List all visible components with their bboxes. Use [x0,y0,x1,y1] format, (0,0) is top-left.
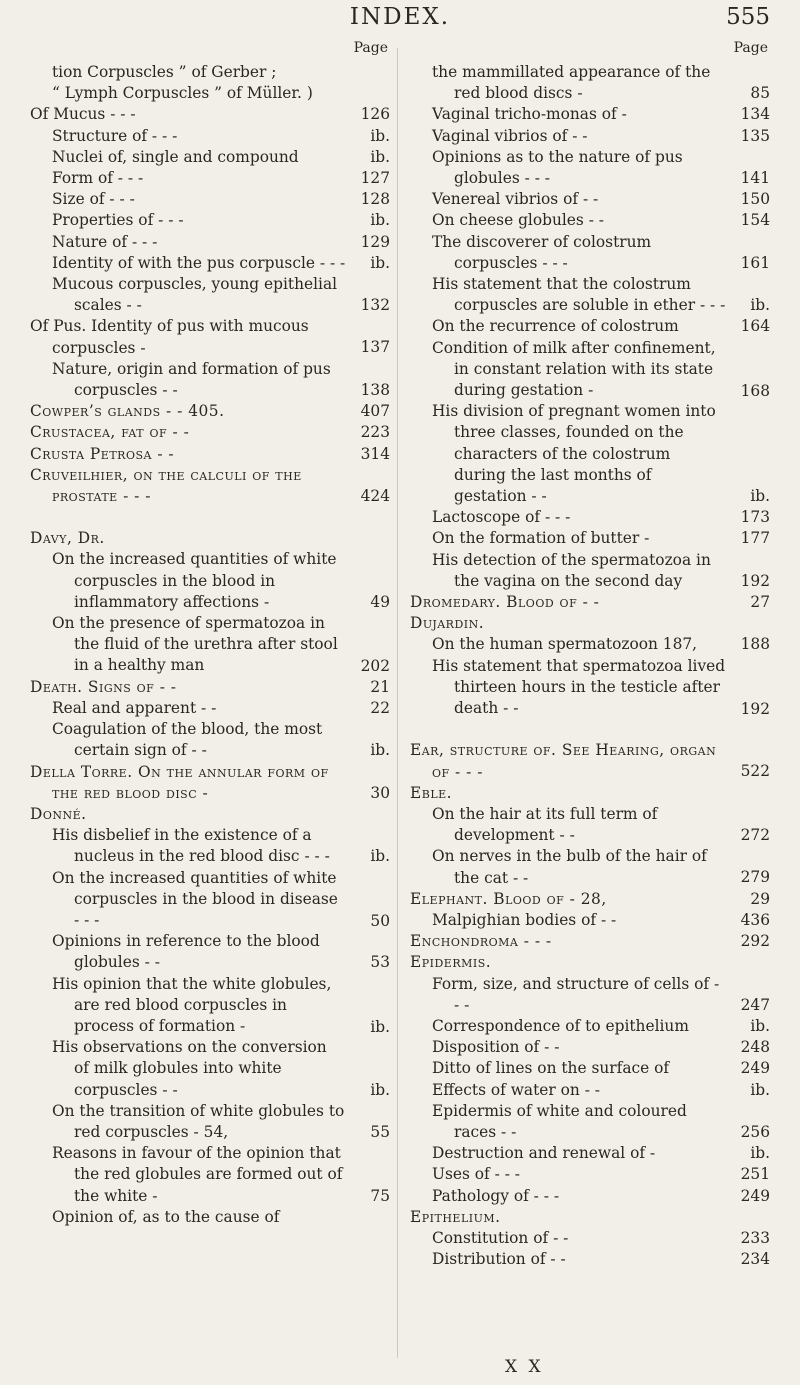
index-entry [410,189,770,210]
index-entry [30,401,390,422]
entry-text: Disposition of - - [432,1038,560,1057]
index-entry [410,316,770,337]
entry-page-ref: 168 [740,381,770,400]
entry-text: On nerves in the bulb of the hair of the cat - - [432,847,707,887]
entry-text: Epidermis of white and coloured races - - [432,1101,687,1141]
index-entry [30,613,390,677]
entry-page-ref: 192 [740,571,770,590]
entry-page-ref: 129 [360,232,390,251]
entry-text: Epithelium. [410,1207,501,1226]
entry-text: Lactoscope of - - - [432,508,571,527]
entry-page-ref: 177 [740,529,770,548]
entry-page-ref: 128 [360,190,390,209]
index-entry [410,507,770,528]
entry-page-ref: 424 [360,486,390,505]
index-entry [30,1037,390,1101]
index-entry [410,62,770,104]
index-entry [410,783,770,804]
entry-text: Properties of - - - [52,211,184,230]
entry-text: On the formation of butter - [432,529,650,548]
entry-text: tion Corpuscles ” of Gerber ; [52,63,277,81]
index-entry [410,804,770,846]
entry-page-ref: 30 [370,783,390,802]
entry-text: Nuclei of, single and compound [52,147,299,166]
entry-text: Dromedary. Blood of - - [410,593,600,612]
signature-mark: X X [505,1357,544,1377]
index-entry [410,210,770,231]
entry-gap [30,507,390,528]
entry-page-ref: ib. [370,211,390,230]
column-divider [397,48,398,1358]
index-entry [30,253,390,274]
right-column [410,40,770,1270]
entry-page-ref: ib. [370,253,390,272]
entry-text: Cowper’s glands - - 405. [30,402,225,421]
index-entry [30,698,390,719]
entry-text: Crustacea, fat of - - [30,423,190,442]
entry-text: Coagulation of the blood, the most certain sign of - - [52,720,323,760]
entry-text: Venereal vibrios of - - [432,190,599,209]
entry-text: On the presence of spermatozoa in the fluid of the urethra after stool in a healthy man [52,614,338,675]
index-entry [410,1058,770,1079]
entry-text: Size of - - - [52,190,135,209]
index-entry [30,444,390,465]
entry-page-ref: 233 [740,1228,770,1247]
entry-text: On the increased quantities of white corpuscles in the blood in inflammatory affections - [52,550,337,611]
index-entry [30,104,390,125]
page-column-label: Page [353,40,388,56]
index-entry [30,232,390,253]
index-entry [410,592,770,613]
entry-text: Ear, structure of. See Hearing, organ of - - - [410,741,717,781]
entry-page-ref: ib. [750,1144,770,1163]
index-entry [410,1016,770,1037]
page-number: 555 [726,4,770,30]
index-entry [30,868,390,932]
entry-text: Of Pus. Identity of pus with mucous corpuscles - [30,317,309,357]
index-entry [30,1207,390,1228]
entry-text: Ditto of lines on the surface of [432,1059,670,1078]
page-column-label: Page [733,40,768,56]
entry-page-ref: 249 [740,1059,770,1078]
index-entry [410,1249,770,1270]
index-entry [410,1037,770,1058]
entry-text: Elephant. Blood of - 28, [410,889,607,908]
entry-text: Mucous corpuscles, young epithelial scales - - [52,275,338,315]
entry-page-ref: ib. [370,847,390,866]
entry-text: Donné. [30,804,87,823]
entry-page-ref: 134 [740,105,770,124]
entry-text: His disbelief in the existence of a nucleus in the red blood disc - - - [52,826,330,866]
entry-text: Enchondroma - - - [410,932,552,951]
entry-text: On the recurrence of colostrum [432,317,679,336]
entry-page-ref: 53 [370,953,390,972]
index-entry [30,677,390,698]
entry-page-ref: 22 [370,698,390,717]
entry-page-ref: ib. [370,147,390,166]
entry-page-ref: 249 [740,1186,770,1205]
entry-text: Opinions in reference to the blood globules - - [52,932,320,972]
entry-page-ref: 132 [360,296,390,315]
entry-text: Pathology of - - - [432,1186,560,1205]
entry-text: His statement that the colostrum corpuscles are soluble in ether - - - [432,275,726,315]
entry-page-ref: 247 [740,995,770,1014]
entry-page-ref: ib. [370,126,390,145]
index-entry [410,104,770,125]
index-entry [410,634,770,655]
entry-text: Eble. [410,783,453,802]
index-entry [30,126,390,147]
index-entry [410,232,770,274]
entry-page-ref: 75 [370,1187,390,1206]
index-entry [410,952,770,973]
entry-page-ref: ib. [750,1016,770,1035]
entry-text: Dujardin. [410,614,485,633]
index-entry [410,1228,770,1249]
entry-page-ref: 248 [740,1038,770,1057]
entry-text: The discoverer of colostrum corpuscles - - - [432,232,652,272]
entry-page-ref: 138 [360,380,390,399]
entry-text: His division of pregnant women into three classes, founded on the characters of the colostrum during the last months of gestation - - [432,402,716,506]
index-entry [30,1143,390,1207]
entry-text: Uses of - - - [432,1165,521,1184]
entry-text: On the hair at its full term of development - - [432,804,658,845]
entry-page-ref: ib. [750,296,770,315]
left-column [30,40,390,1228]
index-entry [30,528,390,549]
index-entry [410,846,770,888]
entry-gap [410,719,770,740]
entry-text: Cruveilhier, on the calculi of the prostate - - - [30,465,302,506]
index-entry [410,550,770,592]
index-entry [30,1101,390,1143]
entry-page-ref: 272 [740,825,770,844]
entry-text: Crusta Petrosa - - [30,444,175,463]
index-entry [30,62,390,83]
left-entries [30,62,390,1228]
index-entry [410,1207,770,1228]
entry-page-ref: 49 [370,593,390,612]
entry-page-ref: 314 [360,444,390,463]
index-entry [30,189,390,210]
entry-text: “ Lymph Corpuscles ” of Müller. ) [52,84,313,103]
index-entry [30,974,390,1038]
index-entry [410,126,770,147]
entry-text: Epidermis. [410,953,492,972]
entry-page-ref: 223 [360,423,390,442]
entry-text: Nature, origin and formation of pus corpuscles - - [52,359,331,400]
entry-text: Correspondence of to epithelium [432,1016,689,1035]
entry-text: Identity of with the pus corpuscle - - - [52,253,346,272]
entry-page-ref: 127 [360,169,390,188]
entry-text: Structure of - - - [52,126,178,145]
index-entry [30,465,390,507]
entry-page-ref: 436 [740,910,770,929]
entry-text: Of Mucus - - - [30,105,136,124]
entry-text: Form, size, and structure of cells of - - - [432,974,720,1014]
index-entry [30,147,390,168]
entry-text: Della Torre. On the annular form of the red blood disc - [30,762,329,802]
entry-text: Effects of water on - - [432,1080,600,1099]
index-entry [30,210,390,231]
entry-text: Nature of - - - [52,232,158,251]
entry-text: Constitution of - - [432,1228,569,1247]
entry-text: Opinion of, as to the cause of [52,1207,280,1226]
entry-text: Destruction and renewal of - [432,1144,656,1163]
entry-page-ref: 85 [750,84,770,102]
entry-text: On the increased quantities of white corpuscles in the blood in disease - - - [52,868,338,929]
index-entry [410,528,770,549]
index-entry [410,274,770,316]
index-entry [410,1186,770,1207]
entry-page-ref: 202 [360,657,390,676]
entry-text: On the transition of white globules to red corpuscles - 54, [52,1101,345,1141]
index-entry [410,910,770,931]
entry-page-ref: 135 [740,126,770,145]
index-entry [30,168,390,189]
index-entry [30,549,390,613]
entry-text: His detection of the spermatozoa in the vagina on the second day [432,550,711,590]
entry-text: On the human spermatozoon 187, [432,635,698,654]
index-entry [30,274,390,316]
entry-text: Reasons in favour of the opinion that the red globules are formed out of the white - [52,1144,343,1205]
index-entry [30,359,390,401]
index-entry [410,1080,770,1101]
entry-text: Vaginal vibrios of - - [432,126,588,145]
entry-page-ref: ib. [370,1017,390,1036]
entry-text: Distribution of - - [432,1250,566,1269]
page-title: INDEX. [349,4,451,30]
index-entry [410,931,770,952]
entry-page-ref: 522 [740,762,770,781]
entry-page-ref: 251 [740,1165,770,1184]
entry-page-ref: 234 [740,1250,770,1269]
entry-page-ref: 27 [750,593,770,612]
entry-page-ref: 150 [740,190,770,209]
index-entry [410,889,770,910]
index-entry [410,1101,770,1143]
index-entry [410,613,770,634]
entry-page-ref: 192 [740,699,770,718]
index-entry [30,931,390,973]
index-entry [30,719,390,761]
entry-page-ref: 407 [360,402,390,421]
entry-text: Davy, Dr. [30,529,105,548]
entry-page-ref: 126 [360,105,390,124]
entry-page-ref: ib. [750,487,770,506]
entry-text: Condition of milk after confinement, in constant relation with its state during gestation - [432,338,716,400]
entry-text: Real and apparent - - [52,698,217,717]
index-entry [410,740,770,782]
right-entries [410,62,770,1270]
entry-page-ref: 137 [360,338,390,357]
index-entry [30,825,390,867]
entry-page-ref: 188 [740,635,770,654]
entry-page-ref: 50 [370,911,390,930]
entry-page-ref: 256 [740,1122,770,1141]
entry-text: the mammillated appearance of the red blood discs - [432,63,711,103]
index-entry [410,401,770,507]
index-entry [410,147,770,189]
index-entry [410,1143,770,1164]
entry-text: On cheese globules - - [432,211,604,230]
entry-page-ref: 161 [740,253,770,272]
entry-page-ref: 173 [740,508,770,527]
entry-page-ref: ib. [370,1081,390,1100]
index-entry [410,656,770,720]
index-entry [410,1164,770,1185]
index-entry [30,83,390,104]
entry-text: His opinion that the white globules, are red blood corpuscles in process of formation - [52,974,332,1035]
entry-page-ref: 141 [740,168,770,187]
entry-page-ref: ib. [370,741,390,760]
entry-page-ref: 279 [740,868,770,887]
entry-page-ref: ib. [750,1080,770,1099]
index-entry [30,422,390,443]
index-entry [410,338,770,402]
entry-page-ref: 21 [370,677,390,696]
entry-text: His statement that spermatozoa lived thirteen hours in the testicle after death - - [432,656,726,718]
entry-page-ref: 55 [370,1122,390,1141]
entry-text: Vaginal tricho-monas of - [432,105,627,124]
index-entry [30,762,390,804]
index-entry [30,804,390,825]
entry-text: His observations on the conversion of milk globules into white corpuscles - - [52,1038,327,1099]
entry-page-ref: 154 [740,211,770,230]
entry-text: Death. Signs of - - [30,677,177,696]
entry-page-ref: 29 [750,889,770,908]
entry-page-ref: 164 [740,317,770,336]
entry-text: Opinions as to the nature of pus globules - - - [432,147,683,188]
entry-page-ref: 292 [740,932,770,951]
index-entry [410,974,770,1016]
index-entry [30,316,390,358]
entry-text: Form of - - - [52,169,144,188]
entry-text: Malpighian bodies of - - [432,910,617,929]
